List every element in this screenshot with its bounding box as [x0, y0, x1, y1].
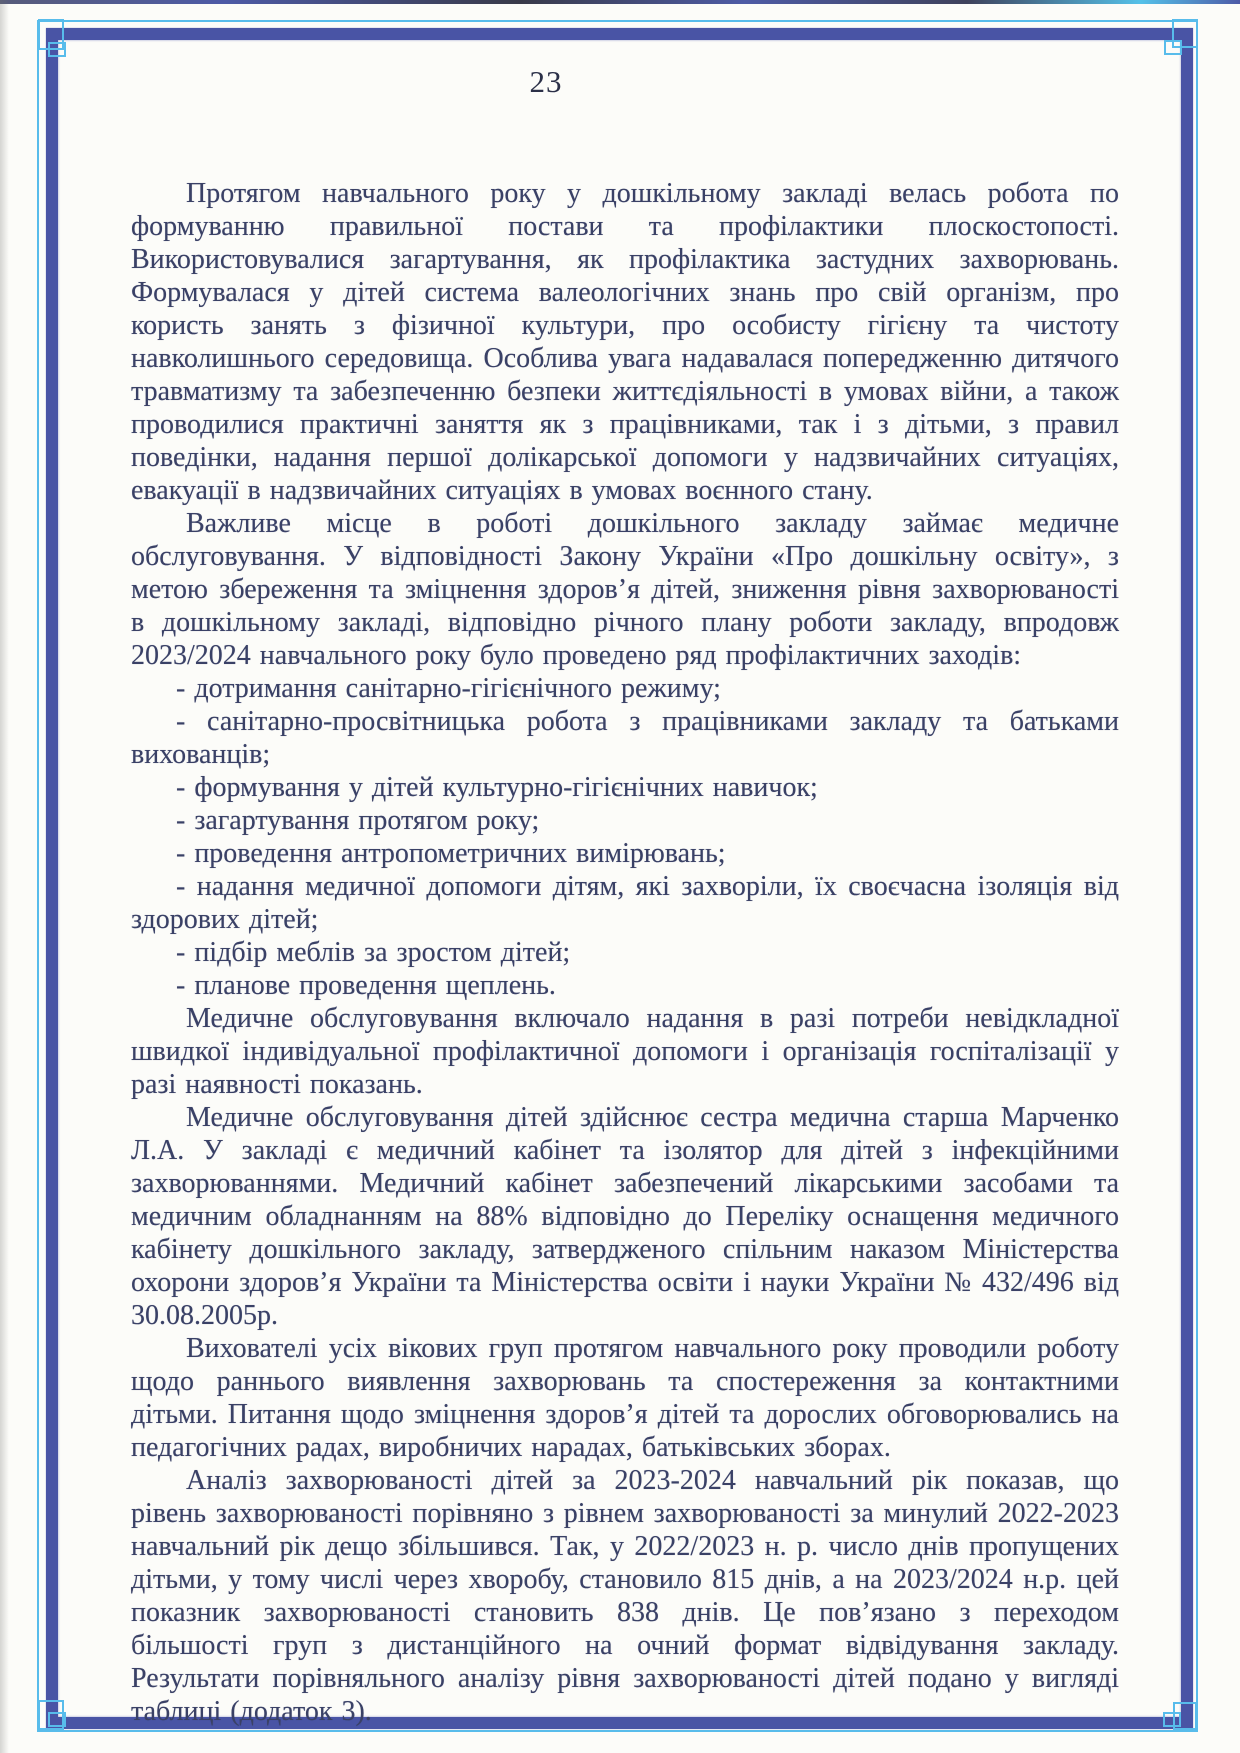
list-item: - формування у дітей культурно-гігієнічних навичок; — [176, 772, 818, 803]
paragraph-illness-analysis: Аналіз захворюваності дітей за 2023-2024 навчальний рік показав, що рівень захворюваності порівняно з рівнем захворюваності за минулий 2022-2023 навчальний рік дещо збільшився. Так, у 2022/2023 н. р. число днів пропущених дітьми, у тому числі через хворобу, становило 815 днів, а на 2023/2024 н.р. цей показник захворюваності становить 838 днів. Це пов’язано з переходом більшості груп з дистанційного на очний формат відвідування закладу. Результати порівняльного аналізу рівня захворюваності дітей подано у вигляді таблиці (додаток 3). — [131, 1465, 1119, 1727]
scan-left-edge-shadow — [0, 0, 9, 1753]
list-item: - проведення антропометричних вимірювань; — [176, 838, 726, 869]
paragraph-teachers-work: Вихователі усіх вікових груп протягом навчального року проводили роботу щодо раннього виявлення захворювань та спостереження за контактними дітьми. Питання щодо зміцнення здоров’я дітей та дорослих обговорювались на педагогічних радах, виробничих нарадах, батьківських зборах. — [131, 1333, 1119, 1463]
paragraph-medical-office: Медичне обслуговування дітей здійснює сестра медична старша Марченко Л.А. У закладі є медичний кабінет та ізолятор для дітей з інфекційними захворюваннями. Медичний кабінет забезпечений лікарськими засобами та медичним обладнанням на 88% відповідно до Переліку оснащення медичного кабінету дошкільного закладу, затвердженого спільним наказом Міністерства охорони здоров’я України та Міністерства освіти і науки України № 432/496 від 30.08.2005р. — [131, 1102, 1119, 1331]
document-body — [131, 177, 1119, 1728]
list-item: - надання медичної допомоги дітям, які захворіли, їх своєчасна ізоляція від здорових дітей; — [131, 871, 1119, 935]
paragraph-health-work: Протягом навчального року у дошкільному закладі велась робота по формуванню правильної постави та профілактики плоскостопості. Використовувалися загартування, як профілактика застудних захворювань. Формувалася у дітей система валеологічних знань про свій організм, про користь занять з фізичної культури, про особисту гігієну та чистоту навколишнього середовища. Особлива увага надавалася попередженню дитячого травматизму та забезпеченню безпеки життєдіяльності в умовах війни, а також проводилися практичні заняття як з працівниками, так і з дітьми, з правил поведінки, надання першої долікарської допомоги у надзвичайних ситуаціях, евакуації в надзвичайних ситуаціях в умовах воєнного стану. — [131, 178, 1119, 506]
frame-corner-ornament-br — [1163, 1712, 1181, 1727]
frame-corner-ornament-tl — [48, 42, 66, 57]
list-item: - дотримання санітарно-гігієнічного режиму; — [176, 673, 721, 704]
list-item: - підбір меблів за зростом дітей; — [176, 937, 571, 968]
frame-corner-ornament-tr — [1164, 40, 1182, 55]
paragraph-medical-service: Важливе місце в роботі дошкільного закладу займає медичне обслуговування. У відповідності Закону України «Про дошкільну освіту», з метою збереження та зміцнення здоров’я дітей, зниження рівня захворюваності в дошкільному закладі, відповідно річного плану роботи закладу, впродовж 2023/2024 навчального року було проведено ряд профілактичних заходів: — [131, 508, 1119, 671]
list-item: - санітарно-просвітницька робота з працівниками закладу та батьками вихованців; — [131, 706, 1119, 770]
page-number: 23 — [529, 64, 563, 99]
paragraph-emergency-care: Медичне обслуговування включало надання в разі потреби невідкладної швидкої індивідуальної профілактичної допомоги і організація госпіталізації у разі наявності показань. — [131, 1003, 1119, 1100]
scan-top-edge-artifact — [0, 0, 1240, 4]
frame-corner-ornament-bl — [48, 1712, 66, 1727]
list-item: - загартування протягом року; — [176, 805, 540, 836]
list-item: - планове проведення щеплень. — [176, 970, 556, 1001]
